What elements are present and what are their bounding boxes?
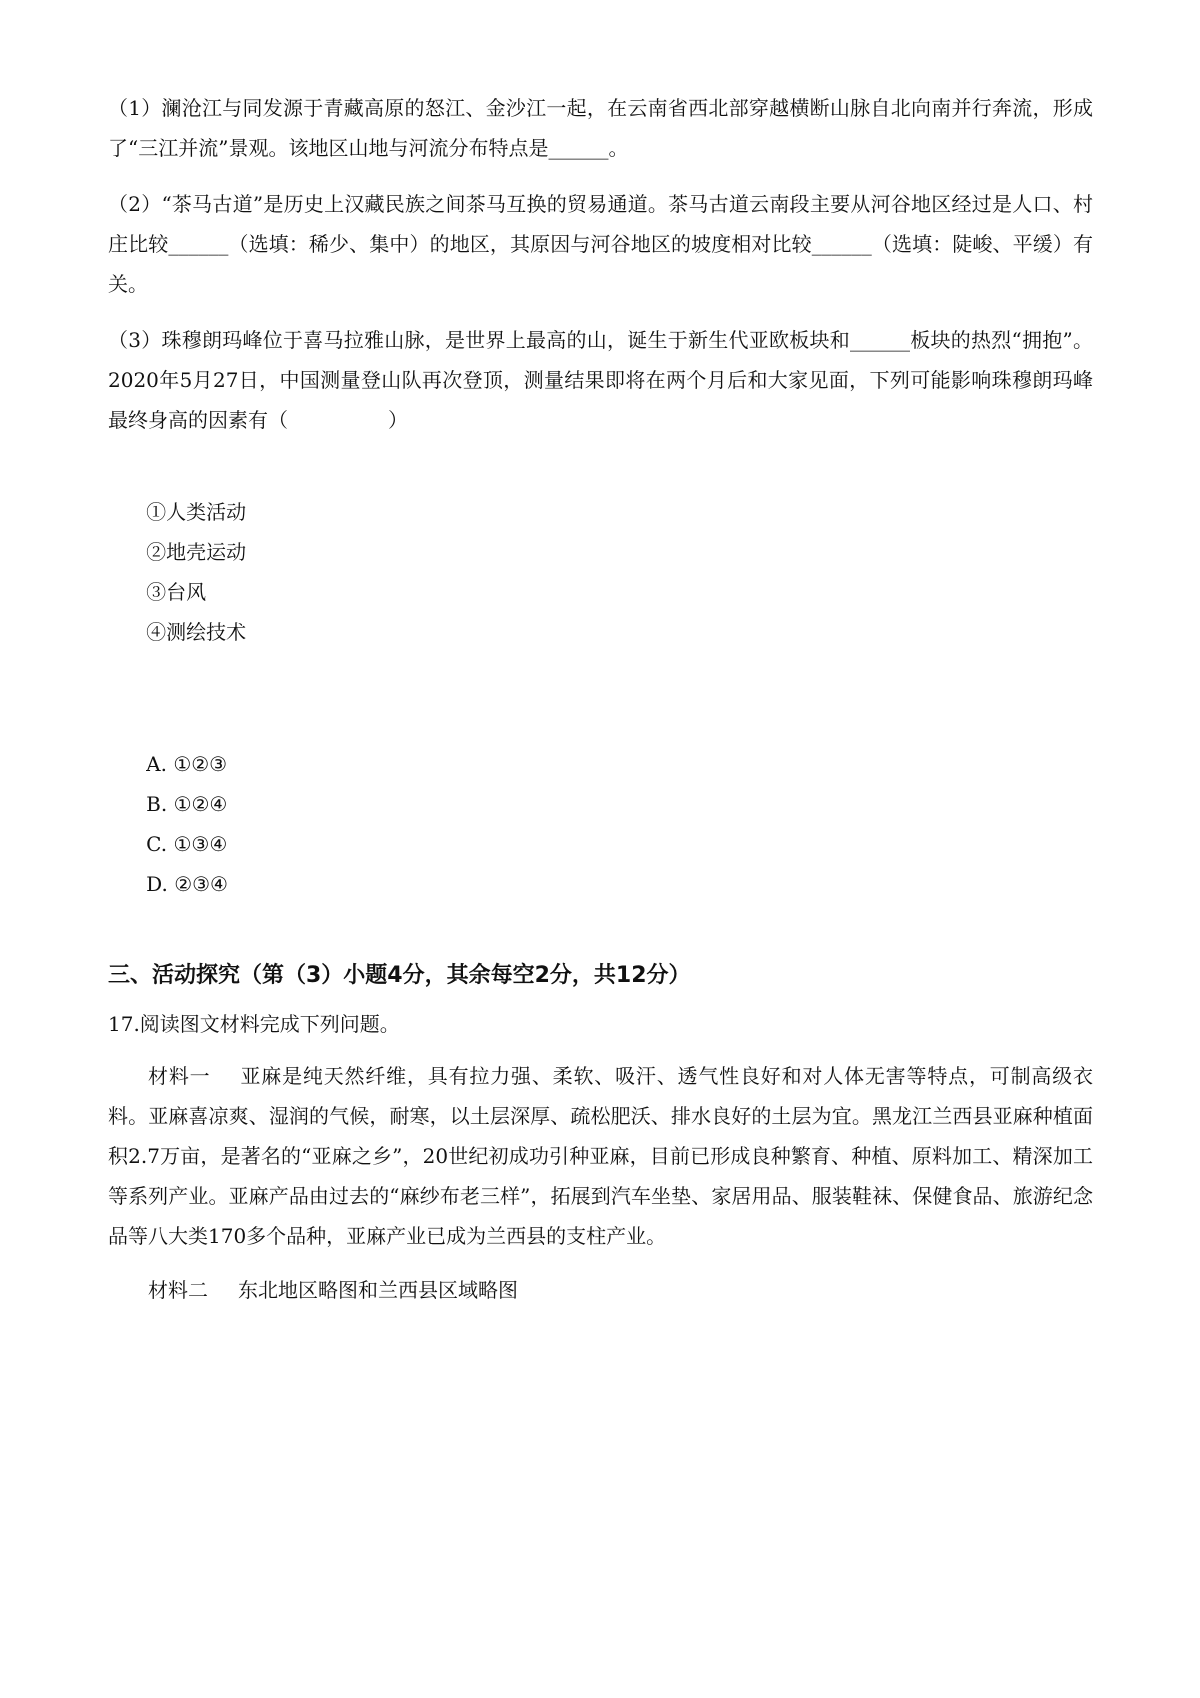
- material-1-label: 材料一: [148, 1064, 211, 1088]
- q16-option-4: ④测绘技术: [146, 620, 247, 644]
- q16-option-2: ②地壳运动: [146, 540, 247, 564]
- q16-sub3: （3）珠穆朗玛峰位于喜马拉雅山脉，是世界上最高的山，诞生于新生代亚欧板块和______板块的热烈“拥抱”。2020年5月27日，中国测量登山队再次登顶，测量结果即将在两个月后和大家见面，下列可能影响珠穆朗玛峰最终身高的因素有（ ）: [108, 328, 1093, 432]
- material-1-text: 亚麻是纯天然纤维，具有拉力强、柔软、吸汗、透气性良好和对人体无害等特点，可制高级衣料。亚麻喜凉爽、湿润的气候，耐寒，以土层深厚、疏松肥沃、排水良好的土层为宜。黑龙江兰西县亚麻种植面积2.7万亩，是著名的“亚麻之乡”，20世纪初成功引种亚麻，目前已形成良种繁育、种植、原料加工、精深加工等系列产业。亚麻产品由过去的“麻纱布老三样”，拓展到汽车坐垫、家居用品、服装鞋袜、保健食品、旅游纪念品等八大类170多个品种，亚麻产业已成为兰西县的支柱产业。: [108, 1064, 1094, 1248]
- q17-material-2: [108, 1270, 1093, 1310]
- q16-options: [108, 452, 1093, 692]
- q16-sub1: （1）澜沧江与同发源于青藏高原的怒江、金沙江一起，在云南省西北部穿越横断山脉自北向南并行奔流，形成了“三江并流”景观。该地区山地与河流分布特点是______。: [108, 96, 1093, 160]
- q16-option-1: ①人类活动: [146, 500, 247, 524]
- q16-choice-b: B. ①②④: [146, 792, 228, 816]
- q16-choice-d: D. ②③④: [146, 872, 228, 896]
- q16-choice-a: A. ①②③: [146, 752, 228, 776]
- q16-choice-c: C. ①③④: [146, 832, 228, 856]
- material-2-text: 东北地区略图和兰西县区域略图: [238, 1278, 518, 1302]
- page-content: [108, 88, 1093, 1324]
- q16-sub2: （2）“茶马古道”是历史上汉藏民族之间茶马互换的贸易通道。茶马古道云南段主要从河谷地区经过是人口、村庄比较______（选填：稀少、集中）的地区，其原因与河谷地区的坡度相对比较______（选填：陡峻、平缓）有关。: [108, 192, 1093, 296]
- q17-head: 17.阅读图文材料完成下列问题。: [108, 1012, 400, 1036]
- q16-choices: [108, 704, 1093, 944]
- q17-material-1: [108, 1056, 1093, 1256]
- section-3-title: 三、活动探究（第（3）小题4分，其余每空2分，共12分）: [108, 963, 691, 988]
- q16-option-3: ③台风: [146, 580, 207, 604]
- material-2-label: 材料二: [148, 1278, 208, 1302]
